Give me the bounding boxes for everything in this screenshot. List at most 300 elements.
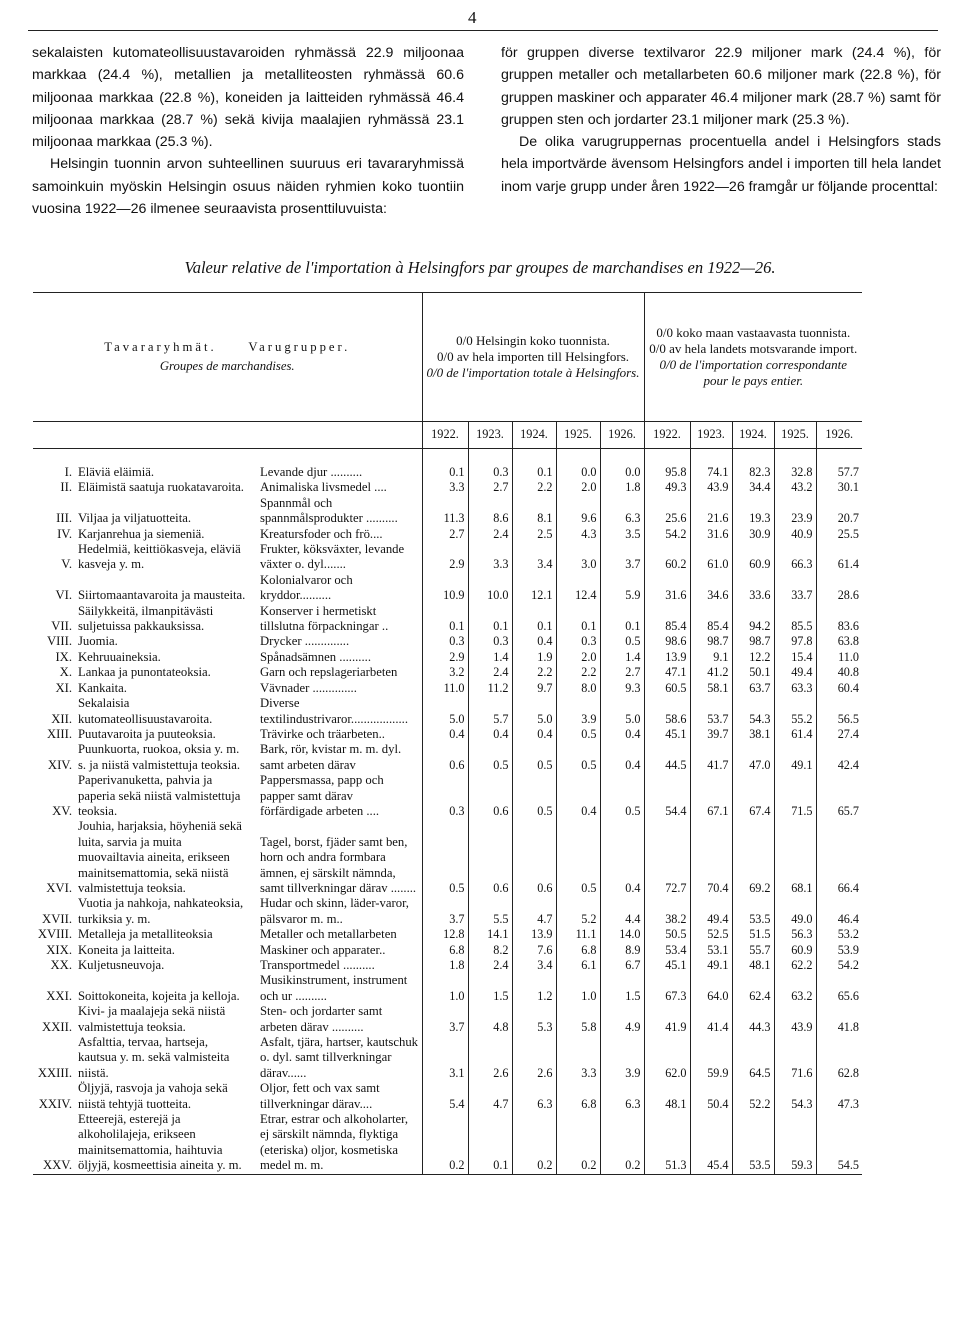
group-name-fi: Sekalaisia kutomateollisuustavaroita. xyxy=(78,696,213,726)
group-name-sv: Garn och repslageriarbeten xyxy=(260,665,398,680)
group-number: V. xyxy=(61,557,72,572)
helsinki-share-cell: 0.1 xyxy=(422,604,468,635)
year-header: 1922. xyxy=(422,422,468,449)
country-share-cell: 41.2 xyxy=(690,665,732,680)
country-share-cell: 61.4 xyxy=(774,727,816,742)
helsinki-share-cell: 2.2 xyxy=(556,665,600,680)
group-name-fi: Soittokoneita, kojeita ja kelloja. xyxy=(78,988,240,1003)
table-row xyxy=(33,542,862,573)
table-row xyxy=(33,973,862,1004)
table-row xyxy=(33,727,862,742)
group-name-fi: Jouhia, harjaksia, höyheniä sekä luita, sarvia ja muita muovailtavia aineita, erikseen mainitsemattomia, sekä niistä valmistettuja teoksia. xyxy=(78,819,242,895)
helsinki-share-cell: 5.7 xyxy=(468,696,512,727)
group-number: VI. xyxy=(55,588,72,603)
helsinki-share-cell: 9.7 xyxy=(512,681,556,696)
country-share-cell: 20.7 xyxy=(816,496,862,527)
country-share-cell: 65.6 xyxy=(816,973,862,1004)
group-name-fi: Viljaa ja viljatuotteita. xyxy=(78,511,192,526)
helsinki-share-cell: 11.0 xyxy=(422,681,468,696)
country-share-cell: 30.9 xyxy=(732,527,774,542)
intro-finnish xyxy=(32,42,464,220)
helsinki-share-cell: 0.5 xyxy=(468,742,512,773)
helsinki-share-cell: 6.8 xyxy=(556,1081,600,1112)
helsinki-share-cell: 3.7 xyxy=(600,542,644,573)
helsinki-share-cell: 3.4 xyxy=(512,542,556,573)
helsinki-share-cell: 0.5 xyxy=(600,634,644,649)
helsinki-share-cell: 0.5 xyxy=(600,773,644,819)
group-number: XIX. xyxy=(46,942,72,957)
helsinki-share-cell: 0.5 xyxy=(512,773,556,819)
country-share-cell: 25.5 xyxy=(816,527,862,542)
country-share-cell: 71.6 xyxy=(774,1035,816,1081)
country-share-cell: 64.0 xyxy=(690,973,732,1004)
group-name-fi: Metalleja ja metalliteoksia xyxy=(78,927,213,942)
helsinki-share-cell: 0.1 xyxy=(468,1112,512,1174)
helsinki-share-cell: 3.1 xyxy=(422,1035,468,1081)
helsinki-share-cell: 0.3 xyxy=(422,634,468,649)
country-share-cell: 38.2 xyxy=(644,896,690,927)
country-share-cell: 83.6 xyxy=(816,604,862,635)
page-number: 4 xyxy=(468,8,477,27)
country-share-cell: 45.1 xyxy=(644,727,690,742)
helsinki-share-cell: 8.2 xyxy=(468,943,512,958)
group-name-fi: Kivi- ja maalajeja sekä niistä valmistettuja teoksia. xyxy=(78,1004,226,1034)
helsinki-share-cell: 2.6 xyxy=(512,1035,556,1081)
group-name-fi: Asfalttia, tervaa, hartseja, kautsua y. m. sekä valmisteita niistä. xyxy=(78,1035,230,1080)
country-share-cell: 61.0 xyxy=(690,542,732,573)
year-header: 1922. xyxy=(644,422,690,449)
helsinki-share-cell: 11.3 xyxy=(422,496,468,527)
country-share-cell: 53.2 xyxy=(816,927,862,942)
country-share-cell: 85.4 xyxy=(644,604,690,635)
group-name-sv: Vävnader .............. xyxy=(260,680,357,695)
group-number: XVII. xyxy=(42,911,72,926)
group-name-sv: Diverse textilindustrivaror.................. xyxy=(260,696,409,726)
helsinki-share-cell: 4.4 xyxy=(600,896,644,927)
country-share-cell: 42.4 xyxy=(816,742,862,773)
group-number: XVIII. xyxy=(37,927,72,942)
country-share-cell: 45.4 xyxy=(690,1112,732,1174)
helsinki-share-cell: 2.4 xyxy=(468,527,512,542)
table-row xyxy=(33,742,862,773)
country-share-cell: 49.3 xyxy=(644,480,690,495)
country-share-cell: 62.4 xyxy=(732,973,774,1004)
country-share-cell: 40.9 xyxy=(774,527,816,542)
helsinki-share-cell: 1.4 xyxy=(468,650,512,665)
helsinki-share-cell: 2.0 xyxy=(556,480,600,495)
year-header: 1924. xyxy=(732,422,774,449)
country-share-cell: 47.3 xyxy=(816,1081,862,1112)
helsinki-share-cell: 2.7 xyxy=(422,527,468,542)
country-share-cell: 53.5 xyxy=(732,896,774,927)
country-share-cell: 48.1 xyxy=(644,1081,690,1112)
helsinki-share-cell: 3.0 xyxy=(556,542,600,573)
helsinki-share-cell: 8.0 xyxy=(556,681,600,696)
helsinki-share-cell: 5.0 xyxy=(600,696,644,727)
country-share-cell: 67.1 xyxy=(690,773,732,819)
helsinki-share-cell: 5.0 xyxy=(512,696,556,727)
group-number: XVI. xyxy=(46,880,72,895)
helsinki-share-cell: 1.2 xyxy=(512,973,556,1004)
country-share-cell: 27.4 xyxy=(816,727,862,742)
group-name-fi: Juomia. xyxy=(78,634,118,649)
country-share-cell: 33.6 xyxy=(732,573,774,604)
helsinki-share-cell: 12.8 xyxy=(422,927,468,942)
table-row xyxy=(33,819,862,896)
country-share-cell: 95.8 xyxy=(644,465,690,480)
group-name-fi: Säilykkeitä, ilmanpitävästi suljetuissa pakkauksissa. xyxy=(78,603,214,634)
country-share-cell: 33.7 xyxy=(774,573,816,604)
country-share-cell: 61.4 xyxy=(816,542,862,573)
table-body xyxy=(33,465,862,1174)
table-row xyxy=(33,681,862,696)
helsinki-share-cell: 1.0 xyxy=(556,973,600,1004)
helsinki-share-cell: 0.1 xyxy=(422,465,468,480)
group-name-fi: Lankaa ja punontateoksia. xyxy=(78,665,211,680)
group-number: II. xyxy=(60,480,72,495)
helsinki-share-cell: 2.6 xyxy=(468,1035,512,1081)
heading-sv: Varugrupper. xyxy=(248,339,351,354)
country-share-cell: 44.3 xyxy=(732,1004,774,1035)
group-name-sv: Drycker .............. xyxy=(260,634,350,649)
group-name-sv: Animaliska livsmedel .... xyxy=(260,480,387,495)
helsinki-share-heading xyxy=(422,293,644,422)
country-share-cell: 55.7 xyxy=(732,943,774,958)
country-share-cell: 64.5 xyxy=(732,1035,774,1081)
helsinki-share-cell: 0.0 xyxy=(556,465,600,480)
country-share-cell: 32.8 xyxy=(774,465,816,480)
country-share-cell: 60.4 xyxy=(816,681,862,696)
helsinki-share-cell: 0.5 xyxy=(422,819,468,896)
helsinki-share-cell: 8.6 xyxy=(468,496,512,527)
group-name-fi: Kankaita. xyxy=(78,680,127,695)
helsinki-share-cell: 14.0 xyxy=(600,927,644,942)
country-share-cell: 15.4 xyxy=(774,650,816,665)
helsinki-share-cell: 0.3 xyxy=(468,465,512,480)
table-row xyxy=(33,573,862,604)
group-name-fi: Puunkuorta, ruokoa, oksia y. m. s. ja niistä valmistettuja teoksia. xyxy=(78,742,241,772)
year-header: 1923. xyxy=(690,422,732,449)
country-share-cell: 71.5 xyxy=(774,773,816,819)
country-share-cell: 47.1 xyxy=(644,665,690,680)
helsinki-share-cell: 11.1 xyxy=(556,927,600,942)
country-share-cell: 43.9 xyxy=(774,1004,816,1035)
header-gap xyxy=(33,449,862,466)
group-number: IV. xyxy=(57,526,72,541)
group-name-sv: Oljor, fett och vax samt tillverkningar därav.... xyxy=(260,1081,380,1111)
helsinki-share-cell: 3.7 xyxy=(422,1004,468,1035)
helsinki-share-cell: 0.0 xyxy=(600,465,644,480)
group-number: XIV. xyxy=(47,757,72,772)
helsinki-share-cell: 1.8 xyxy=(600,480,644,495)
helsinki-share-cell: 8.1 xyxy=(512,496,556,527)
intro-swedish xyxy=(501,42,941,198)
group-number: XXI. xyxy=(46,988,72,1003)
table-row xyxy=(33,943,862,958)
group-name-sv: Transportmedel .......... xyxy=(260,958,375,972)
helsinki-share-cell: 0.1 xyxy=(600,604,644,635)
helsinki-share-cell: 12.1 xyxy=(512,573,556,604)
table-row xyxy=(33,527,862,542)
group-name-sv: Spånadsämnen .......... xyxy=(260,649,371,664)
year-header: 1925. xyxy=(556,422,600,449)
group-number: XXII. xyxy=(42,1019,72,1034)
helsinki-share-cell: 3.3 xyxy=(468,542,512,573)
helsinki-share-cell: 2.7 xyxy=(600,665,644,680)
helsinki-share-cell: 2.5 xyxy=(512,527,556,542)
group-number: XX. xyxy=(50,958,72,972)
country-share-cell: 58.6 xyxy=(644,696,690,727)
heading-fi: Tavararyhmät. xyxy=(104,339,217,354)
country-share-cell: 30.1 xyxy=(816,480,862,495)
table-row xyxy=(33,465,862,480)
country-share-cell: 54.2 xyxy=(816,958,862,973)
import-share-table xyxy=(33,292,862,1175)
group-name-fi: Eläviä eläimiä. xyxy=(78,465,155,479)
country-share-cell: 52.2 xyxy=(732,1081,774,1112)
table-caption: Valeur relative de l'importation à Helsingfors par groupes de marchandises en 1922—26. xyxy=(184,258,776,277)
country-share-cell: 54.4 xyxy=(644,773,690,819)
group-name-fi: Öljyjä, rasvoja ja vahoja sekä niistä tehtyjä tuotteita. xyxy=(78,1081,228,1111)
country-share-heading xyxy=(644,293,862,422)
country-share-cell: 53.4 xyxy=(644,943,690,958)
helsinki-share-cell: 2.4 xyxy=(468,958,512,973)
table-row xyxy=(33,496,862,527)
table-row xyxy=(33,1004,862,1035)
group-number: XXV. xyxy=(33,1112,75,1174)
group-name-sv: Asfalt, tjära, hartser, kautschuk o. dyl. samt tillverkningar därav...... xyxy=(260,1035,419,1080)
helsinki-share-cell: 1.5 xyxy=(600,973,644,1004)
group-name-fi: Siirtomaantavaroita ja mausteita. xyxy=(78,588,246,603)
helsinki-share-cell: 6.3 xyxy=(600,496,644,527)
helsinki-share-cell: 11.2 xyxy=(468,681,512,696)
group-name-sv: Metaller och metallarbeten xyxy=(260,927,397,942)
intro-fi-paragraph: Helsingin tuonnin arvon suhteellinen suuruus eri tavararyhmissä samoinkuin myöskin Helsingin osuus näiden ryhmien koko tuontiin vuosina 1922—26 ilmenee seuraavista prosenttiluvuista: xyxy=(32,156,464,218)
helsinki-share-cell: 1.5 xyxy=(468,973,512,1004)
group-name-sv: Sten- och jordarter samt arbeten därav .......... xyxy=(260,1004,383,1034)
country-share-cell: 28.6 xyxy=(816,573,862,604)
helsinki-share-cell: 2.4 xyxy=(468,665,512,680)
helsinki-share-cell: 0.4 xyxy=(600,742,644,773)
intro-sv-paragraph: för gruppen diverse textilvaror 22.9 miljoner mark (24.4 %), för gruppen metaller och metallarbeten 60.6 miljoner mark (22.8 %), för gruppen maskiner och apparater 46.4 miljoner mark (28.7 %) samt för gruppen sten och jordarter 23.1 miljoner mark (25.3 %). xyxy=(501,45,941,128)
country-share-cell: 44.5 xyxy=(644,742,690,773)
helsinki-share-cell: 5.3 xyxy=(512,1004,556,1035)
country-share-cell: 49.1 xyxy=(690,958,732,973)
country-heading-sv: 0/0 av hela landets motsvarande import. xyxy=(649,341,858,356)
country-share-cell: 12.2 xyxy=(732,650,774,665)
group-name-fi: Paperivanuketta, pahvia ja paperia sekä niistä valmistettuja teoksia. xyxy=(78,773,241,818)
country-share-cell: 38.1 xyxy=(732,727,774,742)
country-share-cell: 98.6 xyxy=(644,634,690,649)
group-number: XIII. xyxy=(46,726,72,741)
group-number: XI. xyxy=(55,680,72,695)
country-share-cell: 63.8 xyxy=(816,634,862,649)
country-share-cell: 59.9 xyxy=(690,1035,732,1081)
group-name-fi: Kehruuaineksia. xyxy=(78,649,161,664)
group-name-sv: Musikinstrument, instrument och ur .......... xyxy=(260,973,408,1003)
country-share-cell: 65.7 xyxy=(816,773,862,819)
country-share-cell: 85.4 xyxy=(690,604,732,635)
country-share-cell: 53.7 xyxy=(690,696,732,727)
helsinki-share-cell: 9.3 xyxy=(600,681,644,696)
group-number: VIII. xyxy=(46,634,72,649)
helsinki-heading-fr: 0/0 de l'importation totale à Helsingfors. xyxy=(426,365,640,380)
country-share-cell: 49.0 xyxy=(774,896,816,927)
helsinki-share-cell: 0.2 xyxy=(512,1112,556,1174)
group-name-sv: Frukter, köksväxter, levande växter o. dyl....... xyxy=(260,542,405,572)
helsinki-share-cell: 1.0 xyxy=(422,973,468,1004)
group-number: XXIV. xyxy=(38,1096,72,1111)
helsinki-share-cell: 0.5 xyxy=(512,742,556,773)
group-name-sv: Konserver i hermetiskt tillslutna förpackningar .. xyxy=(260,603,389,634)
helsinki-share-cell: 0.4 xyxy=(468,727,512,742)
group-name-sv: Levande djur .......... xyxy=(260,465,363,479)
country-share-cell: 54.3 xyxy=(774,1081,816,1112)
helsinki-share-cell: 3.9 xyxy=(556,696,600,727)
helsinki-share-cell: 0.6 xyxy=(512,819,556,896)
country-heading-fi: 0/0 koko maan vastaavasta tuonnista. xyxy=(656,325,851,340)
country-share-cell: 54.3 xyxy=(732,696,774,727)
helsinki-share-cell: 0.1 xyxy=(512,465,556,480)
country-share-cell: 49.4 xyxy=(774,665,816,680)
year-header: 1924. xyxy=(512,422,556,449)
country-share-cell: 70.4 xyxy=(690,819,732,896)
helsinki-heading-sv: 0/0 av hela importen till Helsingfors. xyxy=(436,349,630,364)
country-share-cell: 67.3 xyxy=(644,973,690,1004)
country-share-cell: 46.4 xyxy=(816,896,862,927)
helsinki-share-cell: 10.0 xyxy=(468,573,512,604)
country-share-cell: 41.9 xyxy=(644,1004,690,1035)
country-share-cell: 57.7 xyxy=(816,465,862,480)
country-share-cell: 43.9 xyxy=(690,480,732,495)
intro-fi-paragraph: sekalaisten kutomateollisuustavaroiden ryhmässä 22.9 miljoonaa markkaa (24.4 %), metallien ja metalliteosten ryhmässä 60.6 miljoonaa markkaa (22.8 %), koneiden ja laitteiden ryhmässä 46.4 miljoonaa markkaa (28.7 %) sekä kivija maalajien ryhmässä 23.1 miljoonaa markkaa (25.3 %). xyxy=(32,45,464,151)
helsinki-share-cell: 4.8 xyxy=(468,1004,512,1035)
helsinki-share-cell: 0.1 xyxy=(468,604,512,635)
country-share-cell: 53.1 xyxy=(690,943,732,958)
helsinki-share-cell: 0.2 xyxy=(600,1112,644,1174)
country-share-cell: 50.4 xyxy=(690,1081,732,1112)
helsinki-share-cell: 6.7 xyxy=(600,958,644,973)
group-name-sv: Maskiner och apparater.. xyxy=(260,942,386,957)
country-share-cell: 63.2 xyxy=(774,973,816,1004)
country-share-cell: 31.6 xyxy=(644,573,690,604)
year-header: 1926. xyxy=(816,422,862,449)
group-name-fi: Vuotia ja nahkoja, nahkateoksia, turkiksia y. m. xyxy=(78,896,244,926)
country-share-cell: 51.5 xyxy=(732,927,774,942)
country-share-cell: 19.3 xyxy=(732,496,774,527)
country-share-cell: 53.9 xyxy=(816,943,862,958)
country-share-cell: 47.0 xyxy=(732,742,774,773)
helsinki-share-cell: 1.9 xyxy=(512,650,556,665)
country-share-cell: 25.6 xyxy=(644,496,690,527)
country-share-cell: 94.2 xyxy=(732,604,774,635)
heading-fr: Groupes de marchandises. xyxy=(159,359,295,373)
group-name-fi: Karjanrehua ja siemeniä. xyxy=(78,526,205,541)
group-number: XV. xyxy=(52,803,72,818)
helsinki-share-cell: 0.6 xyxy=(422,742,468,773)
country-share-cell: 60.9 xyxy=(732,542,774,573)
group-number: III. xyxy=(56,511,72,526)
group-number: I. xyxy=(64,465,72,479)
year-header: 1925. xyxy=(774,422,816,449)
country-share-cell: 41.7 xyxy=(690,742,732,773)
country-share-cell: 56.5 xyxy=(816,696,862,727)
year-row-spacer xyxy=(33,422,422,449)
helsinki-share-cell: 0.5 xyxy=(556,742,600,773)
table-row xyxy=(33,896,862,927)
helsinki-share-cell: 6.8 xyxy=(422,943,468,958)
group-name-sv: Hudar och skinn, läder-varor, pälsvaror m. m.. xyxy=(260,896,409,926)
helsinki-heading-fi: 0/0 Helsingin koko tuonnista. xyxy=(456,333,610,348)
helsinki-share-cell: 4.3 xyxy=(556,527,600,542)
country-share-cell: 85.5 xyxy=(774,604,816,635)
country-share-cell: 49.1 xyxy=(774,742,816,773)
helsinki-share-cell: 3.5 xyxy=(600,527,644,542)
helsinki-share-cell: 0.3 xyxy=(468,634,512,649)
group-heading xyxy=(33,293,422,422)
group-number: XII. xyxy=(51,711,72,726)
helsinki-share-cell: 4.7 xyxy=(512,896,556,927)
helsinki-share-cell: 12.4 xyxy=(556,573,600,604)
year-header: 1923. xyxy=(468,422,512,449)
country-share-cell: 60.5 xyxy=(644,681,690,696)
country-share-cell: 9.1 xyxy=(690,650,732,665)
country-share-cell: 31.6 xyxy=(690,527,732,542)
group-name-fi: Eläimistä saatuja ruokatavaroita. xyxy=(78,480,244,495)
country-share-cell: 97.8 xyxy=(774,634,816,649)
helsinki-share-cell: 6.1 xyxy=(556,958,600,973)
country-share-cell: 52.5 xyxy=(690,927,732,942)
helsinki-share-cell: 7.6 xyxy=(512,943,556,958)
helsinki-share-cell: 3.7 xyxy=(422,896,468,927)
helsinki-share-cell: 0.4 xyxy=(512,634,556,649)
helsinki-share-cell: 0.4 xyxy=(512,727,556,742)
country-share-cell: 54.2 xyxy=(644,527,690,542)
helsinki-share-cell: 4.9 xyxy=(600,1004,644,1035)
helsinki-share-cell: 5.8 xyxy=(556,1004,600,1035)
country-share-cell: 11.0 xyxy=(816,650,862,665)
top-rule xyxy=(28,30,938,31)
helsinki-share-cell: 6.8 xyxy=(556,943,600,958)
helsinki-share-cell: 0.4 xyxy=(422,727,468,742)
country-share-cell: 66.4 xyxy=(816,819,862,896)
table-row xyxy=(33,1112,862,1174)
helsinki-share-cell: 3.2 xyxy=(422,665,468,680)
group-name-sv: Trävirke och träarbeten.. xyxy=(260,726,385,741)
helsinki-share-cell: 3.4 xyxy=(512,958,556,973)
table-row xyxy=(33,1035,862,1081)
helsinki-share-cell: 4.7 xyxy=(468,1081,512,1112)
helsinki-share-cell: 2.9 xyxy=(422,650,468,665)
country-share-cell: 34.4 xyxy=(732,480,774,495)
helsinki-share-cell: 0.5 xyxy=(556,819,600,896)
country-share-cell: 34.6 xyxy=(690,573,732,604)
helsinki-share-cell: 3.3 xyxy=(422,480,468,495)
country-share-cell: 49.4 xyxy=(690,896,732,927)
country-share-cell: 13.9 xyxy=(644,650,690,665)
country-share-cell: 51.3 xyxy=(644,1112,690,1174)
helsinki-share-cell: 10.9 xyxy=(422,573,468,604)
table-row xyxy=(33,958,862,973)
group-name-sv: Kolonialvaror och kryddor.......... xyxy=(260,572,353,603)
group-name-fi: Puutavaroita ja puuteoksia. xyxy=(78,726,216,741)
country-heading-fr: 0/0 de l'importation correspondante pour le pays entier. xyxy=(659,357,848,388)
year-header: 1926. xyxy=(600,422,644,449)
helsinki-share-cell: 0.5 xyxy=(556,727,600,742)
table-row xyxy=(33,665,862,680)
helsinki-share-cell: 0.3 xyxy=(556,634,600,649)
table-row xyxy=(33,927,862,942)
